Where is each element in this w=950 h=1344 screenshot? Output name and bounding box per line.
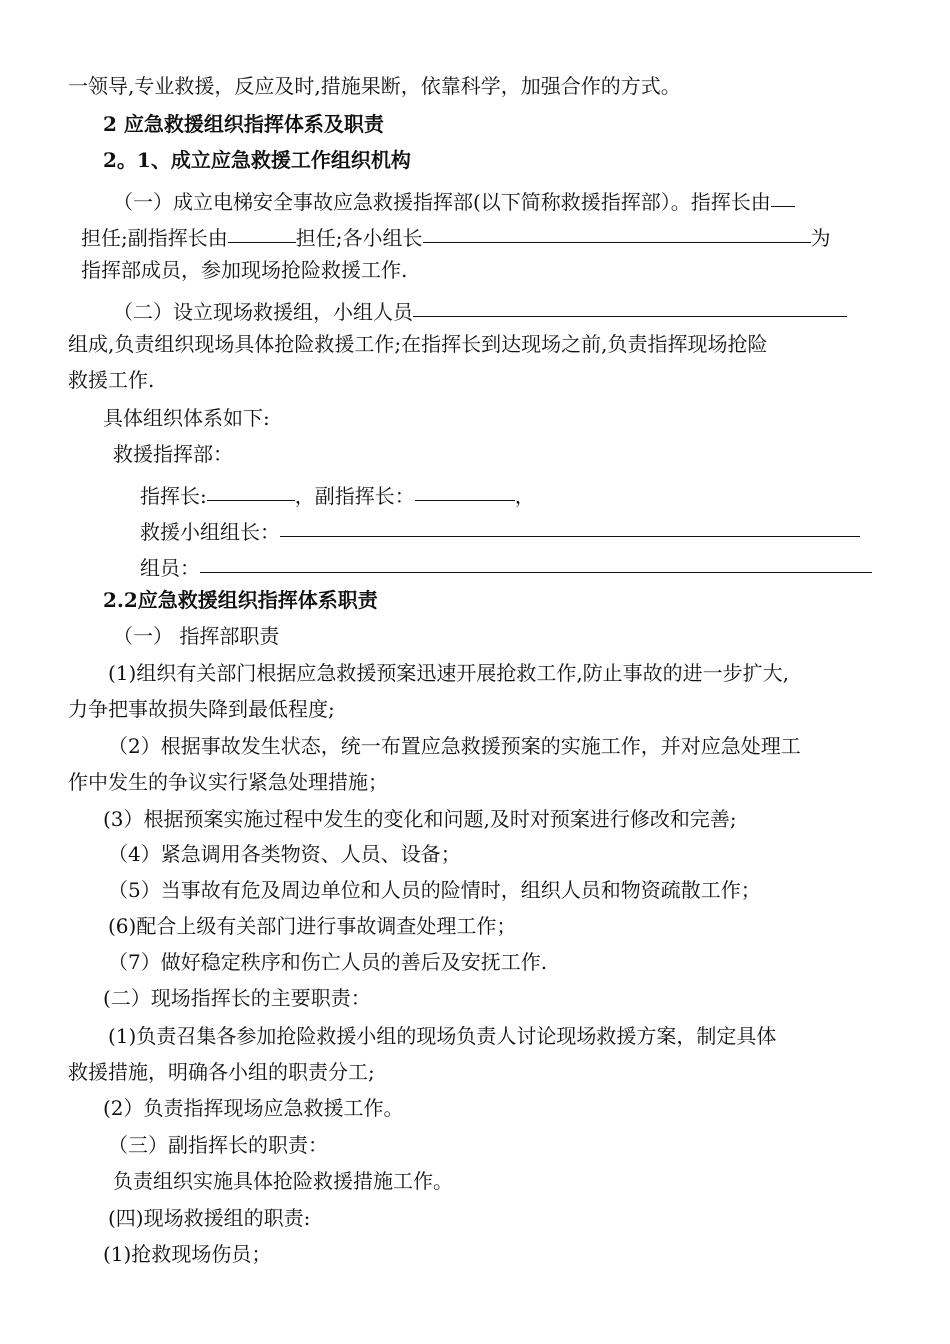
paragraph-line <box>140 546 872 582</box>
blank-field <box>771 180 795 207</box>
blank-field <box>415 474 515 501</box>
blank-field <box>413 290 847 317</box>
paragraph-line: (1)组织有关部门根据应急救援预案迅速开展抢救工作,防止事故的进一步扩大, <box>108 661 790 685</box>
paragraph-text: （一）成立电梯安全事故应急救援指挥部(以下简称救援指挥部）。指挥长由 <box>113 190 771 214</box>
paragraph-line: （7）做好稳定秩序和伤亡人员的善后及安抚工作. <box>108 950 548 974</box>
paragraph-line: 负责组织实施具体抢险救援措施工作。 <box>113 1169 453 1193</box>
paragraph-line: 救援指挥部： <box>113 442 233 466</box>
paragraph-line <box>81 216 831 252</box>
paragraph-line: 一领导,专业救援，反应及时,措施果断，依靠科学，加强合作的方式。 <box>68 74 681 98</box>
paragraph-line: (6)配合上级有关部门进行事故调查处理工作； <box>108 914 517 938</box>
paragraph-line: (2）负责指挥现场应急救援工作。 <box>103 1096 404 1120</box>
paragraph-line: (1)抢救现场伤员； <box>103 1242 272 1266</box>
paragraph-line <box>140 474 535 510</box>
paragraph-line: 组成,负责组织现场具体抢险救援工作;在指挥长到达现场之前,负责指挥现场抢险 <box>68 332 768 356</box>
paragraph-line: 作中发生的争议实行紧急处理措施； <box>68 770 388 794</box>
paragraph-text: ，副指挥长： <box>294 484 415 508</box>
paragraph-text: 为 <box>810 226 831 250</box>
paragraph-line: (1)负责召集各参加抢险救援小组的现场负责人讨论现场救援方案，制定具体 <box>108 1024 777 1048</box>
paragraph-line: 救援工作. <box>68 368 155 392</box>
paragraph-text: 组员： <box>140 556 200 580</box>
paragraph-text: ， <box>514 484 535 508</box>
paragraph-line: 指挥部成员，参加现场抢险救援工作. <box>81 258 408 282</box>
blank-field <box>423 216 811 243</box>
paragraph-line: 救援措施，明确各小组的职责分工; <box>68 1060 375 1084</box>
paragraph-text: 担任;各小组长 <box>295 226 423 250</box>
paragraph-line: (3）根据预案实施过程中发生的变化和问题,及时对预案进行修改和完善; <box>103 807 737 831</box>
paragraph-line <box>113 290 847 326</box>
paragraph-line: 力争把事故损失降到最低程度; <box>68 697 335 721</box>
paragraph-text: 指挥长: <box>140 484 207 508</box>
section-heading: 2 应急救援组织指挥体系及职责 <box>103 112 384 136</box>
paragraph-line: (四)现场救援组的职责: <box>108 1206 311 1230</box>
paragraph-line: （5）当事故有危及周边单位和人员的险情时，组织人员和物资疏散工作； <box>108 878 761 902</box>
paragraph-line: （三）副指挥长的职责： <box>108 1133 328 1157</box>
blank-field <box>207 474 295 501</box>
paragraph-text: 救援小组组长： <box>140 520 280 544</box>
blank-field <box>200 546 872 573</box>
paragraph-text: （二）设立现场救援组，小组人员 <box>113 300 413 324</box>
paragraph-line: （4）紧急调用各类物资、人员、设备； <box>108 842 461 866</box>
paragraph-line: （一） 指挥部职责 <box>113 624 280 648</box>
blank-field <box>228 216 296 243</box>
paragraph-line <box>140 510 860 546</box>
subsection-heading: 2.2应急救援组织指挥体系职责 <box>103 588 378 612</box>
paragraph-text: 担任;副指挥长由 <box>81 226 228 250</box>
paragraph-line: 具体组织体系如下: <box>103 406 270 430</box>
paragraph-line <box>113 180 795 216</box>
paragraph-line: (二）现场指挥长的主要职责： <box>103 986 371 1010</box>
paragraph-line: （2）根据事故发生状态，统一布置应急救援预案的实施工作，并对应急处理工 <box>108 734 801 758</box>
blank-field <box>280 510 860 537</box>
subsection-heading: 2。1、成立应急救援工作组织机构 <box>103 148 411 172</box>
